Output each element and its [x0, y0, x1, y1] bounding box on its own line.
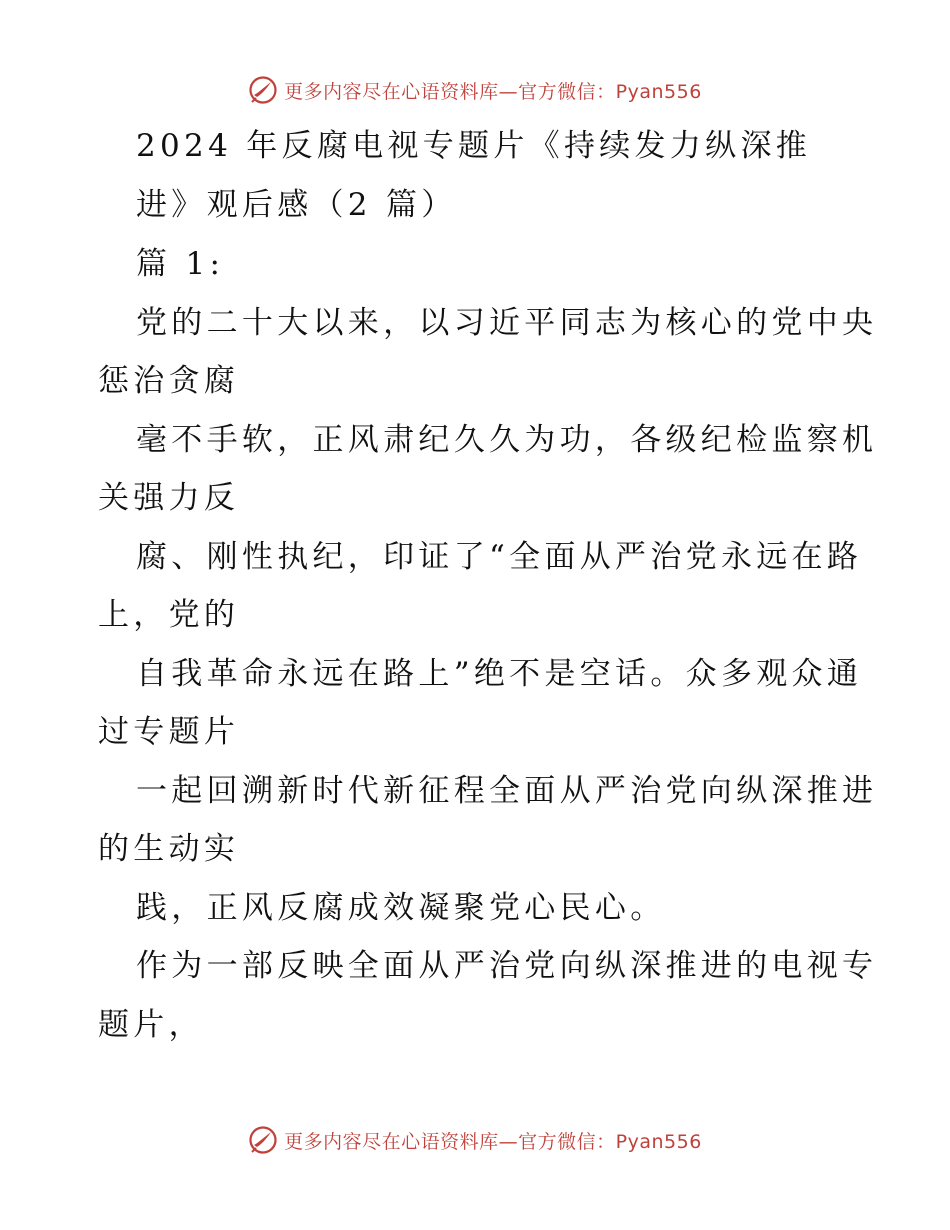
header-banner: [0, 72, 950, 108]
document-title-line-2: 进》观后感（2 篇）: [136, 187, 457, 223]
quill-pen-logo-icon: [248, 1125, 278, 1155]
section-heading: 篇 1:: [136, 246, 225, 282]
header-banner-text: 更多内容尽在心语资料库—官方微信：Pyan556: [284, 80, 702, 103]
body-line: 作为一部反映全面从严治党向纵深推进的电视专: [136, 948, 878, 984]
body-line: 一起回溯新时代新征程全面从严治党向纵深推进: [136, 773, 878, 809]
body-line: 过专题片: [98, 714, 240, 750]
body-line: 关强力反: [98, 480, 240, 516]
body-line: 题片，: [98, 1007, 204, 1043]
body-line: 自我革命永远在路上”绝不是空话。众多观众通: [136, 656, 863, 692]
body-line: 腐、刚性执纪，印证了“全面从严治党永远在路: [136, 539, 863, 575]
body-line: 践，正风反腐成效凝聚党心民心。: [136, 890, 666, 926]
footer-banner: [0, 1122, 950, 1158]
body-line: 上，党的: [98, 597, 240, 633]
body-line: 的生动实: [98, 831, 240, 867]
body-line: 惩治贪腐: [98, 363, 240, 399]
body-line: 党的二十大以来，以习近平同志为核心的党中央: [136, 305, 878, 341]
body-line: 毫不手软，正风肃纪久久为功，各级纪检监察机: [136, 422, 878, 458]
footer-banner-text: 更多内容尽在心语资料库—官方微信：Pyan556: [284, 1130, 702, 1153]
quill-pen-logo-icon: [248, 75, 278, 105]
document-title-line-1: 2024 年反腐电视专题片《持续发力纵深推: [136, 128, 812, 164]
